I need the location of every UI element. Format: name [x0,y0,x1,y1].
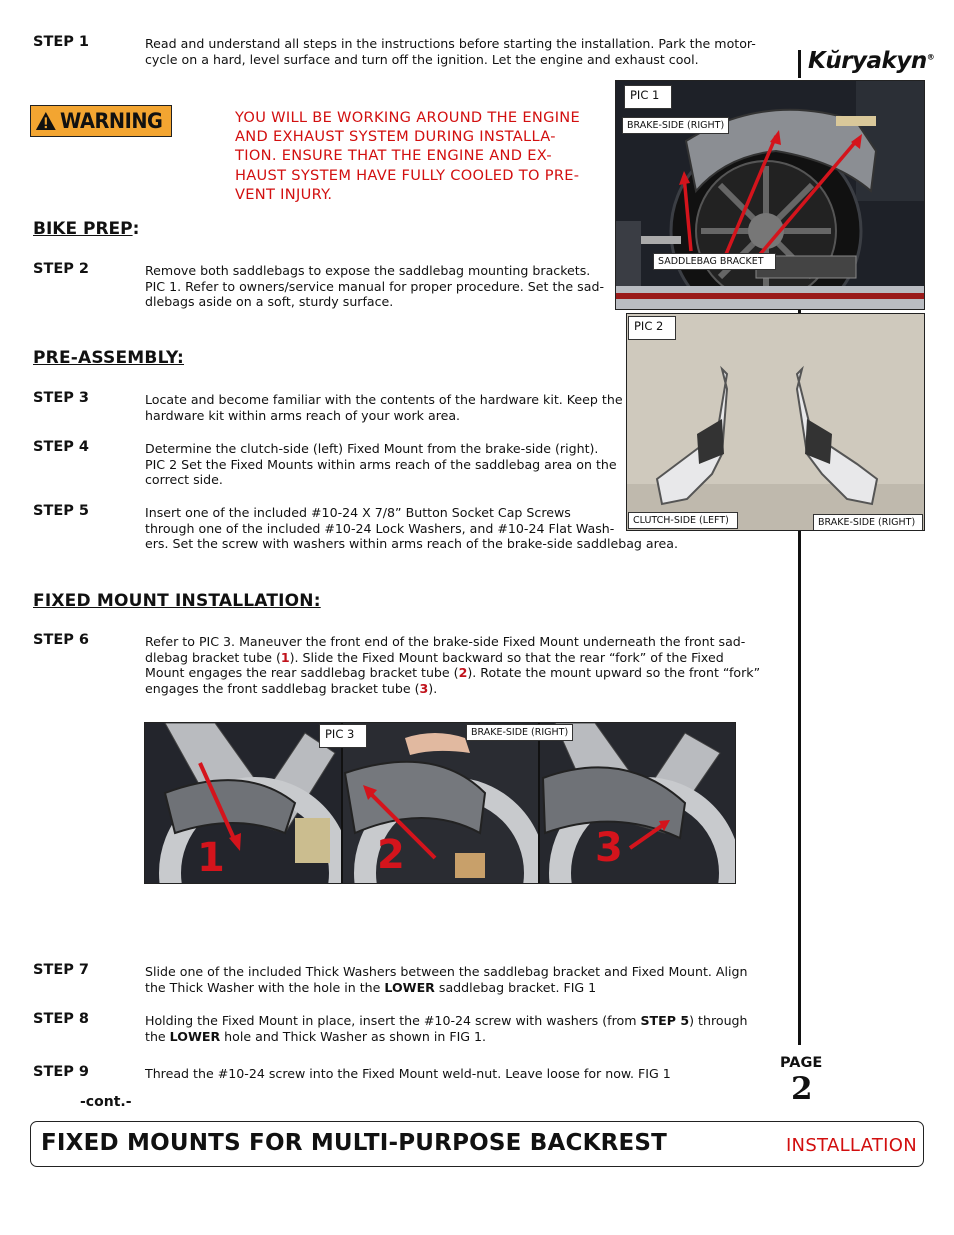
pic-2-right-caption: BRAKE-SIDE (RIGHT) [813,514,923,531]
section-bike-prep [33,219,139,239]
section-pre-assembly: PRE-ASSEMBLY: [33,348,185,368]
continued-label: -cont.- [80,1094,132,1110]
step-2-text [145,263,615,310]
footer-bar [30,1121,924,1167]
step-8-bold-1: STEP 5 [640,1013,690,1028]
step-2-line-3: dlebags aside on a soft, sturdy surface. [145,294,394,309]
pic-3-panel-2 [342,723,539,883]
step-3-text [145,392,625,423]
pic-3-photo [144,722,736,884]
step-8-line-2b: hole and Thick Washer as shown in FIG 1. [220,1028,487,1044]
step-7-label: STEP 7 [33,962,90,978]
pic-2-left-caption: CLUTCH-SIDE (LEFT) [628,512,738,529]
step-8-label: STEP 8 [33,1011,90,1027]
step-8-line-1a: Holding the Fixed Mount in place, insert the #10-24 screw with washers (from [145,1013,641,1028]
step-8-bold-2: LOWER [169,1028,221,1044]
step-6-line-4 [145,681,785,697]
step-1-line-1: Read and understand all steps in the instructions before starting the installation. Park the motor- [145,36,756,51]
warning-line-3: TION. ENSURE THAT THE ENGINE AND EX- [235,147,552,165]
step-4-line-3: correct side. [145,472,223,487]
step-2-label: STEP 2 [33,261,90,277]
step-6-label: STEP 6 [33,632,90,648]
step-3-line-2: hardware kit within arms reach of your work area. [145,407,461,423]
page-number: 2 [791,1071,813,1107]
step-2-line-1: Remove both saddlebags to expose the saddlebag mounting brackets. [145,263,591,278]
pic-3-label: PIC 3 [319,724,367,748]
step-4-text [145,441,625,488]
section-fixed-mount: FIXED MOUNT INSTALLATION: [33,591,321,611]
step-5-line-3: ers. Set the screw with washers within arms reach of the brake-side saddlebag area. [145,536,678,551]
pic-3-illustration [145,723,735,883]
step-8-text [145,1013,765,1044]
pic-1-illustration [616,81,924,309]
step-8-line-2a: the [145,1028,170,1044]
warning-line-4: HAUST SYSTEM HAVE FULLY COOLED TO PRE- [235,166,580,184]
step-8-line-1b: ) through [689,1013,748,1028]
section-bike-prep-colon: : [132,219,140,239]
step-3-line-1: Locate and become familiar with the contents of the hardware kit. Keep the [145,392,623,407]
step-5-label: STEP 5 [33,503,90,519]
step-1-label: STEP 1 [33,34,90,50]
warning-badge [30,105,172,137]
step-6-line-2 [145,650,785,666]
step-5-line-2: through one of the included #10-24 Lock Washers, and #10-24 Flat Wash- [145,520,615,536]
step-4-label: STEP 4 [33,439,90,455]
step-9-line-1: Thread the #10-24 screw into the Fixed Mount weld-nut. Leave loose for now. FIG 1 [145,1066,671,1081]
step-7-line-2a: the Thick Washer with the hole in the [145,979,385,995]
warning-line-1: YOU WILL BE WORKING AROUND THE ENGINE [235,109,581,126]
pic-3-panel-3 [539,723,735,883]
step-6-line-3b: ). Rotate the mount upward so the front “fork” [467,665,761,680]
step-6-ref-1: 1 [280,649,290,665]
step-6-line-3a: Mount engages the rear saddlebag bracket tube ( [145,665,459,680]
footer-subtitle: INSTALLATION [785,1135,917,1156]
pic-2-label: PIC 2 [628,316,676,340]
pic-2-illustration [627,314,924,530]
page-label: PAGE [780,1055,823,1071]
step-6-text [145,634,785,696]
step-7-text [145,964,765,995]
step-7-bold: LOWER [384,979,435,995]
step-4-line-2: PIC 2 Set the Fixed Mounts within arms reach of the saddlebag area on the [145,456,617,472]
brand-name: Kŭryakyn [808,48,927,74]
pic-2-photo [626,313,925,531]
step-2-line-2: PIC 1. Refer to owners/service manual for proper procedure. Set the sad- [145,278,604,294]
step-6-line-3 [145,665,785,681]
step-7-line-1: Slide one of the included Thick Washers between the saddlebag bracket and Fixed Mount. Align [145,964,748,979]
step-8-line-1 [145,1013,765,1029]
warning-text [235,108,615,204]
pic-3-num-1: 1 [197,835,225,881]
step-6-line-2b: ). Slide the Fixed Mount backward so that the rear “fork” of the Fixed [289,649,724,665]
step-9-text [145,1066,765,1082]
pic-3-num-3: 3 [595,825,623,871]
pic-1-callout: SADDLEBAG BRACKET [653,253,776,270]
brand-divider-top [798,50,801,78]
step-3-label: STEP 3 [33,390,90,406]
footer-title: FIXED MOUNTS FOR MULTI-PURPOSE BACKREST [41,1130,668,1156]
step-6-line-1: Refer to PIC 3. Maneuver the front end of the brake-side Fixed Mount underneath the front sad- [145,634,746,649]
step-8-line-2 [145,1029,765,1045]
step-5-line-1: Insert one of the included #10-24 X 7/8” Button Socket Cap Screws [145,505,571,520]
step-7-line-2 [145,980,765,996]
step-1-line-2: cycle on a hard, level surface and turn off the ignition. Let the engine and exhaust cool. [145,51,699,67]
step-6-line-2a: dlebag bracket tube ( [145,649,281,665]
step-4-line-1: Determine the clutch-side (left) Fixed Mount from the brake-side (right). [145,441,599,456]
pic-1-photo [615,80,925,310]
step-7-line-2b: saddlebag bracket. FIG 1 [434,979,597,995]
warning-label: WARNING [59,109,163,133]
warning-line-5: VENT INJURY. [235,185,333,203]
brand-registered-mark: ® [926,52,935,62]
brand-logo [808,48,934,74]
warning-line-2: AND EXHAUST SYSTEM DURING INSTALLA- [235,128,556,146]
step-6-line-4b: ). [428,680,438,696]
warning-triangle-icon [35,110,57,132]
step-6-line-4a: engages the front saddlebag bracket tube ( [145,680,420,696]
step-1-text [145,36,765,67]
section-bike-prep-title: BIKE PREP [33,219,133,239]
pic-3-panel-1 [145,723,342,883]
step-9-label: STEP 9 [33,1064,90,1080]
step-6-ref-3: 3 [419,680,429,696]
pic-1-side-caption: BRAKE-SIDE (RIGHT) [622,117,729,134]
pic-3-num-2: 2 [377,832,405,878]
step-6-ref-2: 2 [458,665,468,680]
pic-3-side-caption: BRAKE-SIDE (RIGHT) [466,724,573,741]
pic-1-label: PIC 1 [624,85,672,109]
